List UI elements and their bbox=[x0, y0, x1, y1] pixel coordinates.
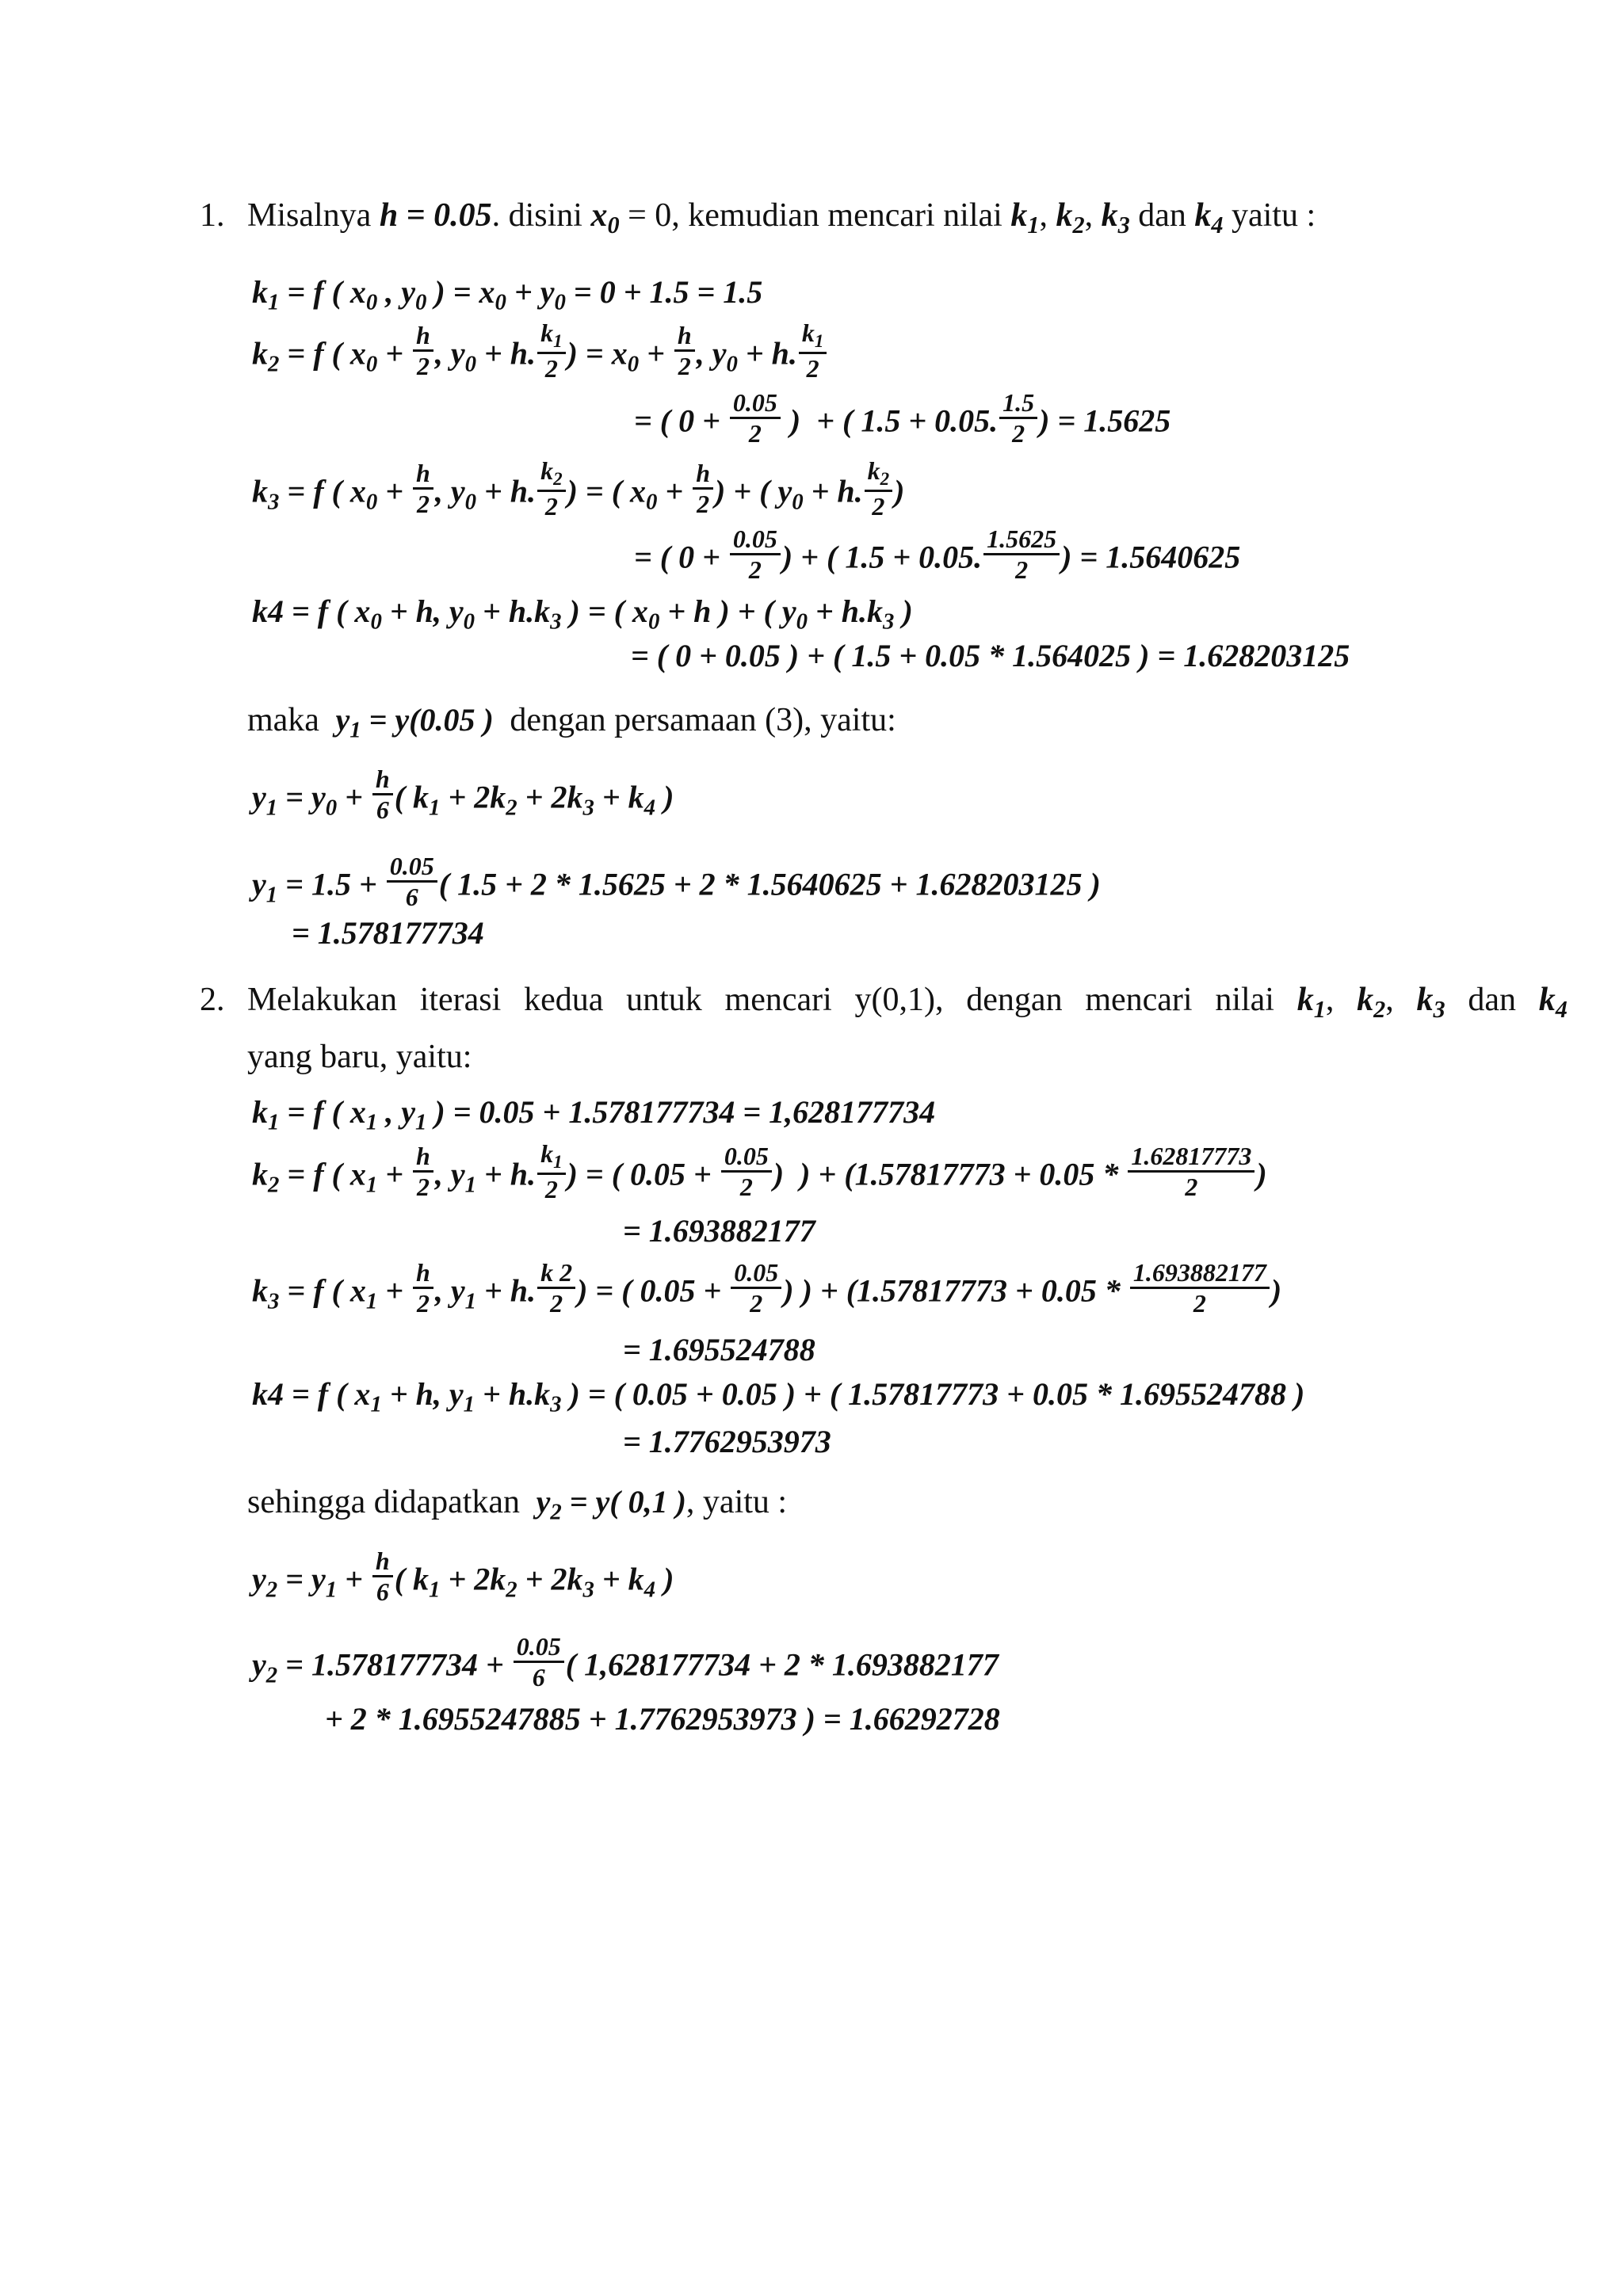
item1-intro bbox=[247, 196, 1316, 239]
sehingga-text: sehingga didapatkan bbox=[247, 1484, 521, 1520]
k1-iter2-values: ) = 0.05 + 1.578177734 = 1,628177734 bbox=[434, 1094, 936, 1130]
intro-segment: 4 bbox=[1211, 212, 1224, 239]
intro-word: mencari bbox=[1085, 982, 1193, 1018]
intro-word: untuk bbox=[626, 982, 702, 1018]
intro-word: dengan bbox=[966, 982, 1063, 1018]
item2-intro bbox=[247, 981, 1568, 1024]
k2-iter2-tail: ) + (1.57817773 + 0.05 * bbox=[800, 1156, 1119, 1192]
k4-iter2-tail: ) = ( 0.05 + 0.05 ) + ( 1.57817773 + 0.05 * 1.695524788 ) bbox=[569, 1376, 1305, 1412]
k3-value: = 1.5640625 bbox=[1079, 539, 1241, 575]
sehingga-line bbox=[247, 1483, 787, 1526]
k1-iter2: $k_1 = f$ ( $x_1$ , $y_1$ ) = 0.05 + 1.578177734 = 1,628177734 bbox=[252, 1094, 936, 1135]
k4-iter2: k4 = f ( $x_1 + h$, $y_1 + h.k_3$ ) = ( 0.05 + 0.05 ) + ( 1.57817773 + 0.05 * 1.695524788 ) bbox=[252, 1376, 1305, 1417]
intro-segment: 2 bbox=[1072, 212, 1085, 239]
fraction: $\frac{k_2}{2}$ bbox=[537, 458, 566, 519]
intro-segment: 0 bbox=[607, 212, 620, 239]
intro-var: dan bbox=[1468, 982, 1517, 1018]
k1-equation: $k_1 = f$ ( $x_0$ , $y_0$ ) = $x_0 + y_0 = 0 + 1.5 = 1.5$ bbox=[252, 274, 763, 315]
fraction: $\frac{1.62817773}{2}$ bbox=[1128, 1143, 1254, 1199]
fraction: $\frac{0.05}{2}$ bbox=[721, 1143, 772, 1199]
k3-iter2-result: = 1.695524788 bbox=[623, 1332, 815, 1367]
y1-formula: $y_1 = y_0$ + $\frac{h}{6}$ ( $k_1 + 2k_2 + 2k_3 + k_4$ ) bbox=[252, 765, 674, 824]
k2-equation: $k_2 = f$ ( $x_0$ + $\frac{h}{2}$ , $y_0 + h$. $\frac{k_1}{2}$ ) = $x_0$ + $\frac{h}{2}$ , $y_0 + h$. $\frac{k_1}{2}$ bbox=[252, 326, 828, 387]
sehingga-tail: , yaitu : bbox=[685, 1484, 788, 1520]
intro-word: kedua bbox=[524, 982, 604, 1018]
maka-text: maka bbox=[247, 702, 319, 738]
intro-word: y(0,1), bbox=[854, 982, 944, 1018]
k4-iter2-result: = 1.7762953973 bbox=[623, 1424, 831, 1459]
fraction: $\frac{h}{6}$ bbox=[372, 1548, 393, 1604]
y2-calculation-cont: + 2 * 1.6955247885 + 1.7762953973 ) = 1.66292728 bbox=[325, 1701, 1000, 1737]
intro-segment: 1 bbox=[1027, 212, 1040, 239]
intro-word: nilai bbox=[1215, 982, 1274, 1018]
k2-iter2: $k_2 = f$ ( $x_1$ + $\frac{h}{2}$ , $y_1 + h$. $\frac{k_1}{2}$ ) = ( 0.05 + $\frac{0.05}{2}$ ) ) + (1.57817773 + 0.05 * $\frac{1.62817773}{2}$ ) bbox=[252, 1139, 1267, 1203]
fraction: $\frac{k 2}{2}$ bbox=[537, 1260, 575, 1316]
intro-segment: . disini bbox=[491, 197, 591, 234]
fraction: $\frac{0.05}{2}$ bbox=[731, 1260, 781, 1316]
k3-evaluation: = ( 0 + $\frac{0.05}{2}$ ) + ( 1.5 + 0.05. $\frac{1.5625}{2}$ ) = 1.5640625 bbox=[634, 524, 1241, 584]
fraction: $\frac{0.05}{6}$ bbox=[514, 1634, 564, 1690]
y1-calculation: $y_1 = 1.5$ + $\frac{0.05}{6}$ ( 1.5 + 2 * 1.5625 + 2 * 1.5640625 + 1.628203125 ) bbox=[252, 852, 1101, 911]
intro-word: iterasi bbox=[419, 982, 502, 1018]
intro-var: $k_4$ bbox=[1538, 982, 1568, 1024]
intro-segment: 3 bbox=[1117, 212, 1130, 239]
k2-evaluation: = ( 0 + $\frac{0.05}{2}$ ) + ( 1.5 + 0.05. $\frac{1.5}{2}$ ) = 1.5625 bbox=[634, 388, 1171, 448]
item2-number: 2. bbox=[200, 982, 225, 1018]
intro-segment: Misalnya bbox=[247, 197, 380, 234]
fraction: $\frac{k_1}{2}$ bbox=[537, 320, 566, 381]
intro-segment: yaitu : bbox=[1223, 197, 1316, 234]
fraction: $\frac{h}{2}$ bbox=[674, 322, 695, 379]
fraction: $\frac{0.05}{6}$ bbox=[387, 853, 437, 910]
y2-calculation: $y_2 = 1.578177734$ + $\frac{0.05}{6}$ ( 1,628177734 + 2 * 1.693882177 bbox=[252, 1632, 999, 1691]
maka-tail: dengan persamaan (3), yaitu: bbox=[510, 702, 896, 738]
fraction: $\frac{h}{2}$ bbox=[413, 460, 433, 517]
intro-word: mencari bbox=[724, 982, 832, 1018]
intro-word: Melakukan bbox=[247, 982, 397, 1018]
k3-iter2: $k_3 = f$ ( $x_1$ + $\frac{h}{2}$ , $y_1 + h$. $\frac{k 2}{2}$ ) = ( 0.05 + $\frac{0.05}{2}$ ) ) + (1.57817773 + 0.05 * $\frac{1.693882177}{2}$ ) bbox=[252, 1258, 1282, 1318]
k4-evaluation: = ( 0 + 0.05 ) + ( 1.5 + 0.05 * 1.564025 ) = 1.628203125 bbox=[631, 638, 1350, 673]
fraction: $\frac{0.05}{2}$ bbox=[730, 526, 781, 582]
y1-def: $y_1 = y(0.05$ ) bbox=[327, 702, 502, 743]
k2-iter2-result: = 1.693882177 bbox=[623, 1213, 815, 1249]
intro-var: $k_3$ bbox=[1416, 982, 1445, 1024]
intro-segment: k bbox=[1101, 197, 1118, 234]
k3-equation: $k_3 = f$ ( $x_0$ + $\frac{h}{2}$ , $y_0 + h$. $\frac{k_2}{2}$ ) = ( $x_0$ + $\frac{h}{2}$ ) + ( $y_0 + h$. $\frac{k_2}{2}$ ) bbox=[252, 456, 905, 521]
y2-formula: $y_2 = y_1$ + $\frac{h}{6}$ ( $k_1 + 2k_2 + 2k_3 + k_4$ ) bbox=[252, 1547, 674, 1606]
intro-segment: , bbox=[1039, 197, 1056, 234]
intro-segment: x bbox=[590, 197, 608, 234]
fraction: $\frac{h}{2}$ bbox=[413, 1260, 433, 1316]
fraction: $\frac{k_1}{2}$ bbox=[799, 320, 827, 381]
fraction: $\frac{k_2}{2}$ bbox=[865, 458, 893, 519]
fraction: $\frac{h}{2}$ bbox=[413, 1143, 433, 1199]
y1-result: = 1.578177734 bbox=[292, 915, 484, 951]
intro-segment: h = 0.05 bbox=[379, 197, 492, 234]
intro-segment: k bbox=[1010, 197, 1028, 234]
fraction: $\frac{1.5}{2}$ bbox=[999, 390, 1037, 446]
intro-var: $k_2$, bbox=[1357, 982, 1394, 1024]
y1-calc-tail: ( 1.5 + 2 * 1.5625 + 2 * 1.5640625 + 1.628203125 ) bbox=[438, 866, 1101, 902]
fraction: $\frac{h}{6}$ bbox=[372, 766, 393, 822]
y2-calc-a: = 1.578177734 + bbox=[285, 1646, 504, 1683]
k2-value: = 1.5625 bbox=[1057, 402, 1171, 439]
fraction: $\frac{0.05}{2}$ bbox=[730, 390, 781, 446]
fraction: $\frac{1.5625}{2}$ bbox=[983, 526, 1060, 582]
intro-segment: k bbox=[1056, 197, 1073, 234]
intro-segment: k bbox=[1194, 197, 1212, 234]
intro-var: $k_1$, bbox=[1296, 982, 1335, 1024]
intro-segment: = 0, kemudian mencari nilai bbox=[619, 197, 1011, 234]
fraction: $\frac{h}{2}$ bbox=[413, 322, 433, 379]
y2-calc-b: ( 1,628177734 + 2 * 1.693882177 bbox=[565, 1646, 999, 1683]
fraction: $\frac{1.693882177}{2}$ bbox=[1130, 1260, 1270, 1316]
y2-def: $y_2 = y$( 0,1 ) bbox=[528, 1484, 686, 1525]
intro-segment: , bbox=[1084, 197, 1102, 234]
k3-iter2-tail: ) + (1.57817773 + 0.05 * bbox=[801, 1272, 1121, 1309]
item1-number: 1. bbox=[200, 197, 225, 234]
item2-intro-line2: yang baru, yaitu: bbox=[247, 1039, 472, 1075]
k4-equation: k4 = f ( $x_0 + h$, $y_0 + h.k_3$ ) = ( $x_0 + h$ ) + ( $y_0 + h.k_3$ ) bbox=[252, 593, 913, 635]
intro-segment: dan bbox=[1129, 197, 1195, 234]
fraction: $\frac{k_1}{2}$ bbox=[537, 1141, 566, 1202]
fraction: $\frac{h}{2}$ bbox=[693, 460, 713, 517]
maka-line bbox=[247, 701, 896, 744]
